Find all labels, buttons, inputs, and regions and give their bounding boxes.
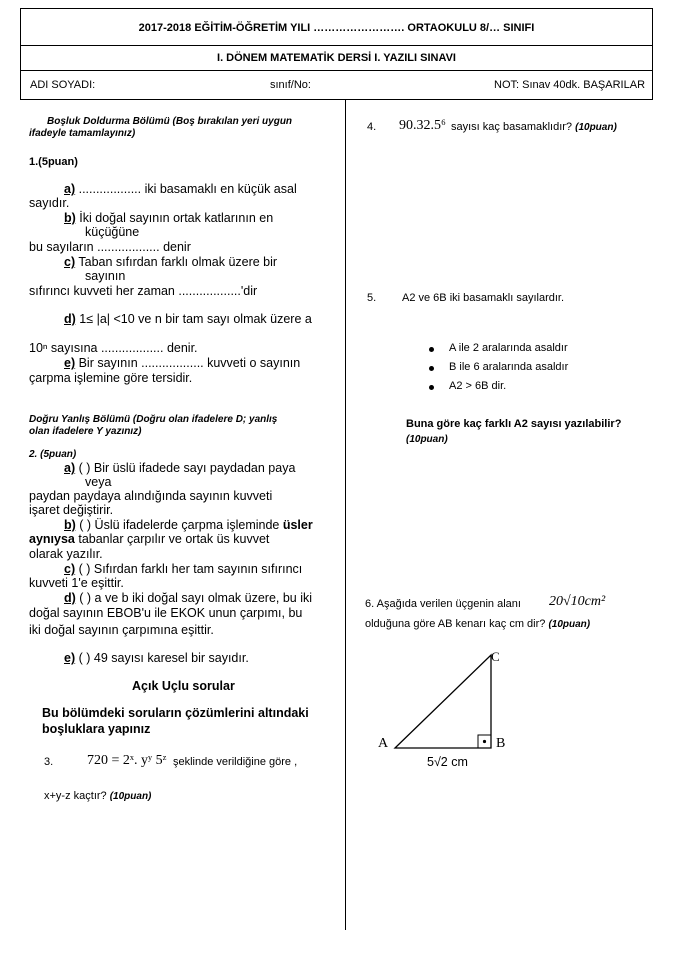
q2c-cont: kuvveti 1'e eşittir. xyxy=(29,576,124,590)
q1a-item: a) .................. iki basamaklı en küçük asal xyxy=(64,182,297,196)
q1d-cont: 10ⁿ sayısına .................. denir. xyxy=(29,341,198,355)
q1c-item: c) Taban sıfırdan farklı olmak üzere bir xyxy=(64,255,278,269)
q1d-item: d) 1≤ |a| <10 ve n bir tam sayı olmak üzere a xyxy=(64,312,312,326)
q3-expression: 720 = 2ˣ. yʸ 5ᶻ xyxy=(87,753,167,768)
q5-points: (10puan) xyxy=(406,434,448,445)
open-section-sub: Bu bölümdeki soruların çözümlerini altındaki xyxy=(42,706,309,720)
q1c-cont: sayının xyxy=(85,269,126,283)
vertex-c-label: C xyxy=(491,649,500,664)
q5-condition-1: A ile 2 aralarında asaldır xyxy=(449,342,568,354)
q1-label: 1.(5puan) xyxy=(29,156,78,168)
triangle-shape xyxy=(395,655,491,748)
open-section-title: Açık Uçlu sorular xyxy=(132,679,235,693)
q5-condition-2: B ile 6 aralarında asaldır xyxy=(449,361,569,373)
q5-number: 5. xyxy=(367,292,377,304)
q2a-cont3: işaret değiştirir. xyxy=(29,503,114,517)
fill-section-title: Boşluk Doldurma Bölümü (Boş bırakılan yeri uygun xyxy=(47,116,293,127)
q1b-item: b) İki doğal sayının ortak katlarının en xyxy=(64,211,274,225)
q2a-cont2: paydan paydaya alındığında sayının kuvveti xyxy=(29,489,273,503)
q6-text: 6. Aşağıda verilen üçgenin alanı xyxy=(365,598,521,610)
fill-section-title-cont: ifadeyle tamamlayınız) xyxy=(29,128,136,139)
open-section-sub-cont: boşluklara yapınız xyxy=(42,722,151,736)
vertex-a-label: A xyxy=(378,736,389,751)
school-year-line: 2017-2018 EĞİTİM-ÖĞRETİM YILI ……………………. ORTAOKULU 8/… SINIFI xyxy=(138,22,535,34)
q2d-cont: doğal sayının EBOB'u ile EKOK unun çarpımı, bu xyxy=(29,606,303,620)
q2d-item: d) ( ) a ve b iki doğal sayı olmak üzere, bu iki xyxy=(64,591,313,605)
vertex-b-label: B xyxy=(496,736,506,751)
tf-section-title: Doğru Yanlış Bölümü (Doğru olan ifadelere D; yanlış xyxy=(29,414,278,425)
q2d-cont2: iki doğal sayının çarpımına eşittir. xyxy=(29,623,214,637)
q2-label: 2. (5puan) xyxy=(29,449,77,460)
q2b-cont2: olarak yazılır. xyxy=(29,547,103,561)
q1a-cont: sayıdır. xyxy=(29,196,70,210)
q5-condition-3: A2 > 6B dir. xyxy=(449,380,507,392)
q1b-cont2: bu sayıların .................. denir xyxy=(29,240,191,254)
q4-number: 4. xyxy=(367,121,377,133)
q2e-item: e) ( ) 49 sayısı karesel bir sayıdır. xyxy=(64,651,249,665)
q4-question: sayısı kaç basamaklıdır? (10puan) xyxy=(451,121,617,133)
q3-text: şeklinde verildiğine göre , xyxy=(173,756,298,768)
q2b-cont: aynıysa tabanlar çarpılır ve ortak üs kuvvet xyxy=(29,532,270,546)
right-angle-dot xyxy=(483,740,486,743)
name-label: ADI SOYADI: xyxy=(30,79,96,91)
q2a-item: a) ( ) Bir üslü ifadede sayı paydadan paya xyxy=(64,461,296,475)
q3-number: 3. xyxy=(44,756,54,768)
exam-title: I. DÖNEM MATEMATİK DERSİ I. YAZILI SINAVI xyxy=(217,52,456,64)
q6-question: olduğuna göre AB kenarı kaç cm dir? (10puan) xyxy=(365,618,591,630)
q1c-cont2: sıfırıncı kuvveti her zaman ..................'dir xyxy=(29,284,258,298)
q6-expression: 20√10cm² xyxy=(549,594,606,609)
exam-note: NOT: Sınav 40dk. BAŞARILAR xyxy=(494,79,646,91)
q3-question: x+y-z kaçtır? (10puan) xyxy=(44,790,152,802)
q1e-cont: çarpma işlemine göre tersidir. xyxy=(29,371,193,385)
side-ab-length: 5√2 cm xyxy=(427,755,468,769)
q5-text: A2 ve 6B iki basamaklı sayılardır. xyxy=(402,292,565,304)
q1e-item: e) Bir sayının .................. kuvveti o sayının xyxy=(64,356,301,370)
class-label: sınıf/No: xyxy=(270,79,311,91)
q4-expression: 90.32.5⁶ xyxy=(399,118,446,133)
q1b-cont: küçüğüne xyxy=(85,225,140,239)
q2b-item: b) ( ) Üslü ifadelerde çarpma işleminde üsler xyxy=(64,518,313,532)
q5-question: Buna göre kaç farklı A2 sayısı yazılabilir? xyxy=(406,418,622,430)
q2c-item: c) ( ) Sıfırdan farklı her tam sayının sıfırıncı xyxy=(64,562,303,576)
tf-section-title-cont: olan ifadelere Y yazınız) xyxy=(29,426,142,437)
q2a-cont: veya xyxy=(85,475,112,489)
